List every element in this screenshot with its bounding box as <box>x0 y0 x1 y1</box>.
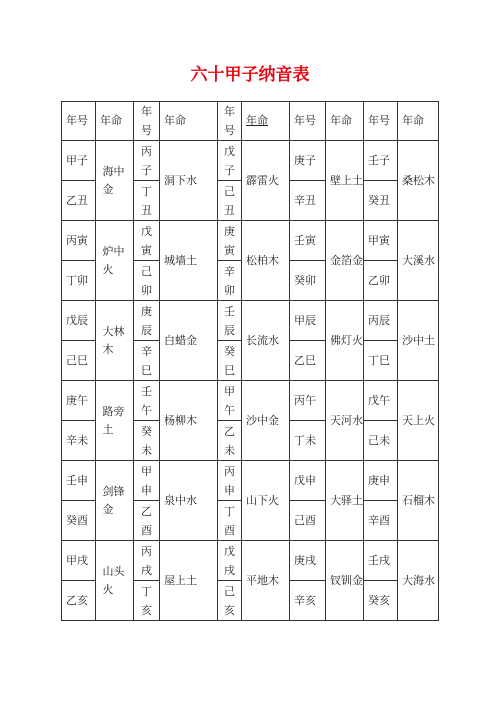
year-cell: 辛酉 <box>364 501 398 541</box>
nayin-cell: 松柏木 <box>242 221 290 301</box>
year-cell: 庚戌 <box>290 541 326 581</box>
header-cell: 年命 <box>326 102 364 141</box>
year-cell: 庚申 <box>364 461 398 501</box>
nayin-cell: 大海水 <box>398 541 439 621</box>
year-cell: 丁巳 <box>364 341 398 381</box>
nayin-cell: 山下火 <box>242 461 290 541</box>
year-cell: 辛卯 <box>218 261 242 301</box>
year-cell: 戊子 <box>218 141 242 181</box>
year-cell: 癸卯 <box>290 261 326 301</box>
year-cell: 丙申 <box>218 461 242 501</box>
nayin-cell: 钗钏金 <box>326 541 364 621</box>
year-cell: 丁丑 <box>134 181 160 221</box>
header-cell: 年号 <box>134 102 160 141</box>
year-cell: 壬寅 <box>290 221 326 261</box>
year-cell: 壬午 <box>134 381 160 421</box>
nayin-cell: 壁上土 <box>326 141 364 221</box>
year-cell: 乙卯 <box>364 261 398 301</box>
year-cell: 辛未 <box>62 421 96 461</box>
nayin-cell: 白蜡金 <box>160 301 218 381</box>
nayin-cell: 山头火 <box>96 541 134 621</box>
page-title: 六十甲子纳音表 <box>190 65 310 85</box>
nayin-cell: 佛灯火 <box>326 301 364 381</box>
year-cell: 丁亥 <box>134 581 160 621</box>
nayin-cell: 天河水 <box>326 381 364 461</box>
year-cell: 乙未 <box>218 421 242 461</box>
table-row <box>62 221 439 261</box>
year-cell: 癸巳 <box>218 341 242 381</box>
nayin-cell: 桑松木 <box>398 141 439 221</box>
header-cell: 年命 <box>160 102 218 141</box>
year-cell: 己酉 <box>290 501 326 541</box>
nayin-cell: 沙中金 <box>242 381 290 461</box>
nayin-cell: 石榴木 <box>398 461 439 541</box>
year-cell: 戊午 <box>364 381 398 421</box>
year-cell: 甲子 <box>62 141 96 181</box>
year-cell: 戊寅 <box>134 221 160 261</box>
table-row <box>62 381 439 421</box>
year-cell: 甲申 <box>134 461 160 501</box>
year-cell: 丙午 <box>290 381 326 421</box>
year-cell: 庚子 <box>290 141 326 181</box>
year-cell: 己丑 <box>218 181 242 221</box>
nayin-cell: 路旁土 <box>96 381 134 461</box>
nayin-cell: 大驿土 <box>326 461 364 541</box>
year-cell: 甲午 <box>218 381 242 421</box>
table-row <box>62 461 439 501</box>
year-cell: 癸亥 <box>364 581 398 621</box>
header-cell: 年命 <box>242 102 290 141</box>
year-cell: 乙酉 <box>134 501 160 541</box>
year-cell: 辛巳 <box>134 341 160 381</box>
year-cell: 癸酉 <box>62 501 96 541</box>
nayin-cell: 泉中水 <box>160 461 218 541</box>
header-cell: 年号 <box>364 102 398 141</box>
year-cell: 辛丑 <box>290 181 326 221</box>
year-cell: 乙亥 <box>62 581 96 621</box>
header-cell: 年号 <box>290 102 326 141</box>
year-cell: 壬戌 <box>364 541 398 581</box>
header-cell: 年命 <box>398 102 439 141</box>
year-cell: 乙巳 <box>290 341 326 381</box>
header-cell: 年号 <box>218 102 242 141</box>
year-cell: 壬子 <box>364 141 398 181</box>
header-row <box>62 102 439 141</box>
nayin-cell: 平地木 <box>242 541 290 621</box>
nayin-cell: 霹雷火 <box>242 141 290 221</box>
header-cell: 年命 <box>96 102 134 141</box>
nayin-cell: 金箔金 <box>326 221 364 301</box>
year-cell: 辛亥 <box>290 581 326 621</box>
year-cell: 乙丑 <box>62 181 96 221</box>
year-cell: 己巳 <box>62 341 96 381</box>
nayin-cell: 大林木 <box>96 301 134 381</box>
year-cell: 丁卯 <box>62 261 96 301</box>
year-cell: 戊申 <box>290 461 326 501</box>
year-cell: 癸未 <box>134 421 160 461</box>
year-cell: 丙寅 <box>62 221 96 261</box>
year-cell: 己亥 <box>218 581 242 621</box>
year-cell: 庚午 <box>62 381 96 421</box>
year-cell: 庚寅 <box>218 221 242 261</box>
nayin-cell: 洞下水 <box>160 141 218 221</box>
year-cell: 壬申 <box>62 461 96 501</box>
table-body <box>62 102 439 621</box>
table-row <box>62 301 439 341</box>
year-cell: 甲戌 <box>62 541 96 581</box>
year-cell: 甲寅 <box>364 221 398 261</box>
year-cell: 丙戌 <box>134 541 160 581</box>
nayin-cell: 长流水 <box>242 301 290 381</box>
year-cell: 己卯 <box>134 261 160 301</box>
nayin-cell: 炉中火 <box>96 221 134 301</box>
nayin-cell: 大溪水 <box>398 221 439 301</box>
nayin-cell: 屋上土 <box>160 541 218 621</box>
nayin-cell: 杨柳木 <box>160 381 218 461</box>
year-cell: 庚辰 <box>134 301 160 341</box>
year-cell: 丙辰 <box>364 301 398 341</box>
year-cell: 丙子 <box>134 141 160 181</box>
year-cell: 癸丑 <box>364 181 398 221</box>
nayin-cell: 沙中土 <box>398 301 439 381</box>
year-cell: 甲辰 <box>290 301 326 341</box>
table-row <box>62 541 439 581</box>
header-cell: 年号 <box>62 102 96 141</box>
year-cell: 壬辰 <box>218 301 242 341</box>
nayin-cell: 剑锋金 <box>96 461 134 541</box>
table-row <box>62 141 439 181</box>
year-cell: 戊戌 <box>218 541 242 581</box>
year-cell: 戊辰 <box>62 301 96 341</box>
nayin-cell: 城墙土 <box>160 221 218 301</box>
year-cell: 丁酉 <box>218 501 242 541</box>
nayin-cell: 海中金 <box>96 141 134 221</box>
year-cell: 己未 <box>364 421 398 461</box>
nayin-table <box>61 101 439 621</box>
year-cell: 丁未 <box>290 421 326 461</box>
nayin-cell: 天上火 <box>398 381 439 461</box>
